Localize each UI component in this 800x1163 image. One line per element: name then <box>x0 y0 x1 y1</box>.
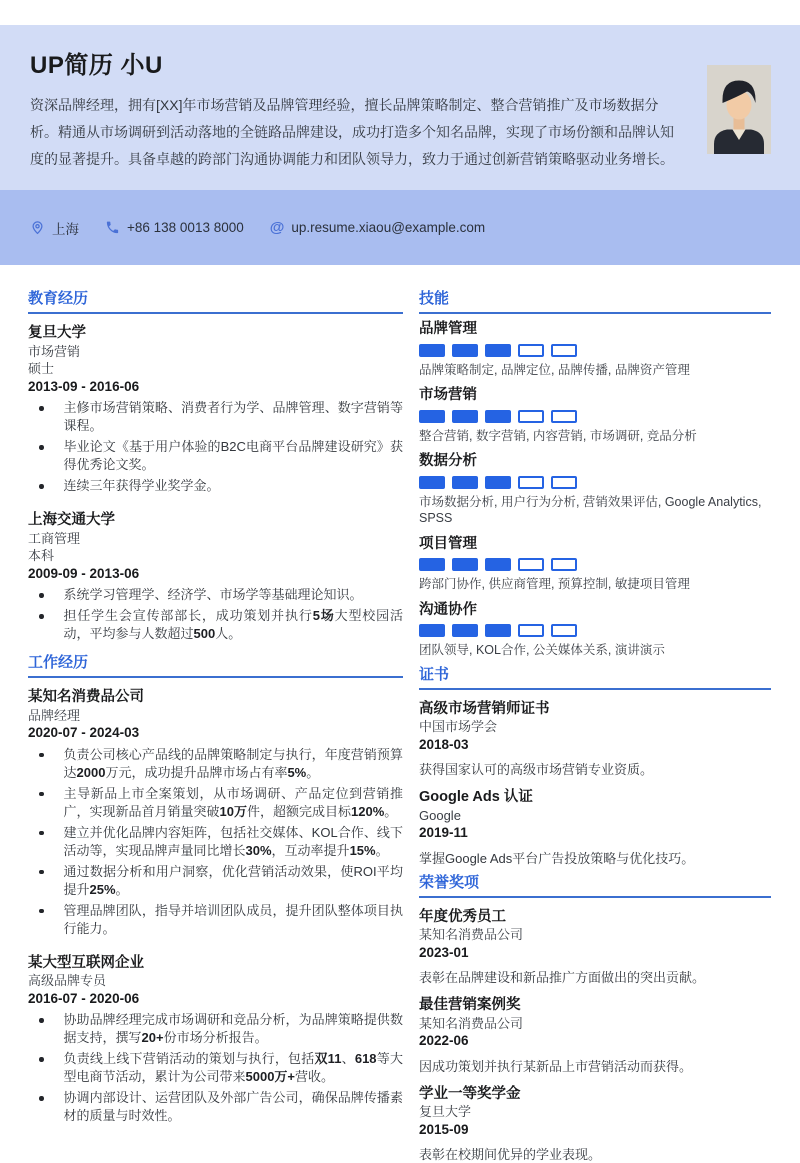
skill-item <box>419 320 771 378</box>
credential-date: 2015-09 <box>419 1121 771 1140</box>
bullet-list <box>28 399 403 495</box>
bullet-dot <box>39 870 44 875</box>
skill-item <box>419 452 771 527</box>
bullet-text: 毕业论文《基于用户体验的B2C电商平台品牌建设研究》获得优秀论文奖。 <box>64 438 404 474</box>
bullet-dot <box>39 1018 44 1023</box>
education-section <box>28 291 403 643</box>
left-column <box>28 291 403 1125</box>
skill-item <box>419 601 771 659</box>
skill-bar-segment-empty <box>518 344 544 357</box>
bullet-dot <box>39 792 44 797</box>
skill-bar-segment-empty <box>551 624 577 637</box>
skill-bar-segment-empty <box>518 410 544 423</box>
work-dates: 2020-07 - 2024-03 <box>28 724 403 743</box>
bullet-item <box>28 607 403 643</box>
job-title: 品牌经理 <box>28 707 403 725</box>
credential-description: 因成功策划并执行某新品上市营销活动而获得。 <box>419 1058 771 1075</box>
work-entry <box>28 954 403 1126</box>
bullet-text: 协调内部设计、运营团队及外部广告公司，确保品牌传播素材的质量与时效性。 <box>64 1089 404 1125</box>
work-entries <box>28 688 403 1125</box>
credential-entry <box>419 908 771 987</box>
skill-bar-segment-filled <box>419 344 445 357</box>
credential-issuer: 某知名消费品公司 <box>419 1015 771 1033</box>
contact-location-text: 上海 <box>52 218 79 238</box>
skill-keywords: 品牌策略制定, 品牌定位, 品牌传播, 品牌资产管理 <box>419 362 771 379</box>
skill-bar-segment-filled <box>485 410 511 423</box>
school-name: 上海交通大学 <box>28 511 403 530</box>
skill-bar-segment-empty <box>518 476 544 489</box>
bullet-dot <box>39 484 44 489</box>
bullet-text: 管理品牌团队，指导并培训团队成员，提升团队整体项目执行能力。 <box>64 902 404 938</box>
skill-keywords: 跨部门协作, 供应商管理, 预算控制, 敏捷项目管理 <box>419 576 771 593</box>
skill-bar-segment-empty <box>551 410 577 423</box>
degree-name: 本科 <box>28 547 403 565</box>
credential-entry <box>419 700 771 779</box>
skill-item <box>419 535 771 593</box>
skill-level-bar <box>419 344 771 357</box>
education-entries <box>28 324 403 643</box>
credential-name: 年度优秀员工 <box>419 908 771 927</box>
section-title-certificates: 证书 <box>419 667 771 690</box>
contact-email <box>270 220 485 235</box>
bullet-text: 主导新品上市全案策划，从市场调研、产品定位到营销推广，实现新品首月销量突破10万件，超额完成目标120%。 <box>64 785 404 821</box>
skill-bar-segment-empty <box>551 476 577 489</box>
section-title-education: 教育经历 <box>28 291 403 314</box>
bullet-text: 协助品牌经理完成市场调研和竞品分析，为品牌策略提供数据支持，撰写20+份市场分析报告。 <box>64 1011 404 1047</box>
skill-level-bar <box>419 476 771 489</box>
bullet-dot <box>39 753 44 758</box>
education-dates: 2013-09 - 2016-06 <box>28 378 403 397</box>
work-section <box>28 655 403 1125</box>
skill-name: 品牌管理 <box>419 320 771 339</box>
skill-keywords: 市场数据分析, 用户行为分析, 营销效果评估, Google Analytics, SPSS <box>419 494 771 527</box>
credential-date: 2018-03 <box>419 736 771 755</box>
credential-description: 表彰在品牌建设和新品推广方面做出的突出贡献。 <box>419 969 771 986</box>
bullet-dot <box>39 909 44 914</box>
credential-entry <box>419 1085 771 1163</box>
skill-bar-segment-filled <box>419 624 445 637</box>
resume-body <box>0 265 800 1163</box>
bullet-item <box>28 785 403 821</box>
company-name: 某知名消费品公司 <box>28 688 403 707</box>
education-dates: 2009-09 - 2013-06 <box>28 565 403 584</box>
skills-section <box>419 291 771 659</box>
skill-bar-segment-filled <box>452 344 478 357</box>
bullet-item <box>28 746 403 782</box>
right-column <box>419 291 771 1163</box>
bullet-list <box>28 586 403 643</box>
skill-bar-segment-filled <box>485 344 511 357</box>
bullet-dot <box>39 593 44 598</box>
credential-date: 2022-06 <box>419 1032 771 1051</box>
skill-bar-segment-filled <box>419 476 445 489</box>
contact-phone-text: +86 138 0013 8000 <box>127 220 244 235</box>
profile-summary: 资深品牌经理，拥有[XX]年市场营销及品牌管理经验，擅长品牌策略制定、整合营销推广及市场数据分析。精通从市场调研到活动落地的全链路品牌建设，成功打造多个知名品牌，实现了市场份额和品牌认知度的显著提升。具备卓越的跨部门沟通协调能力和团队领导力，致力于通过创新营销策略驱动业务增长。 <box>30 92 682 173</box>
portrait-illustration <box>707 65 771 154</box>
credential-name: 高级市场营销师证书 <box>419 700 771 719</box>
skill-bar-segment-empty <box>551 344 577 357</box>
skill-bar-segment-filled <box>485 476 511 489</box>
company-name: 某大型互联网企业 <box>28 954 403 973</box>
contact-phone <box>105 220 244 235</box>
credential-name: 学业一等奖学金 <box>419 1085 771 1104</box>
location-pin-icon <box>30 220 45 235</box>
bullet-text: 负责公司核心产品线的品牌策略制定与执行，年度营销预算达2000万元，成功提升品牌市场占有率5%。 <box>64 746 404 782</box>
credential-issuer: 中国市场学会 <box>419 718 771 736</box>
resume-header <box>0 25 800 190</box>
skill-list <box>419 320 771 659</box>
education-entry <box>28 511 403 643</box>
job-title: 高级品牌专员 <box>28 972 403 990</box>
skill-name: 项目管理 <box>419 535 771 554</box>
bullet-dot <box>39 1057 44 1062</box>
skill-name: 数据分析 <box>419 452 771 471</box>
work-entry <box>28 688 403 938</box>
contact-email-text: up.resume.xiaou@example.com <box>291 220 485 235</box>
section-title-work: 工作经历 <box>28 655 403 678</box>
award-entries <box>419 908 771 1163</box>
major-name: 工商管理 <box>28 530 403 548</box>
skill-level-bar <box>419 624 771 637</box>
bullet-dot <box>39 831 44 836</box>
bullet-text: 担任学生会宣传部部长，成功策划并执行5场大型校园活动，平均参与人数超过500人。 <box>64 607 404 643</box>
skill-level-bar <box>419 410 771 423</box>
major-name: 市场营销 <box>28 343 403 361</box>
skill-bar-segment-filled <box>452 558 478 571</box>
skill-bar-segment-empty <box>551 558 577 571</box>
skill-bar-segment-filled <box>452 476 478 489</box>
skill-bar-segment-filled <box>419 410 445 423</box>
skill-level-bar <box>419 558 771 571</box>
credential-issuer: Google <box>419 807 771 825</box>
bullet-item <box>28 1050 403 1086</box>
profile-photo <box>707 65 771 154</box>
skill-keywords: 整合营销, 数字营销, 内容营销, 市场调研, 竞品分析 <box>419 428 771 445</box>
bullet-item <box>28 863 403 899</box>
education-entry <box>28 324 403 495</box>
credential-issuer: 复旦大学 <box>419 1103 771 1121</box>
contact-bar <box>0 190 800 265</box>
credential-description: 表彰在校期间优异的学业表现。 <box>419 1146 771 1163</box>
certificates-section <box>419 667 771 867</box>
skill-bar-segment-filled <box>452 410 478 423</box>
candidate-name: UP简历 小U <box>30 53 770 79</box>
bullet-text: 通过数据分析和用户洞察，优化营销活动效果，使ROI平均提升25%。 <box>64 863 404 899</box>
bullet-text: 负责线上线下营销活动的策划与执行，包括双11、618等大型电商节活动，累计为公司带来5000万+营收。 <box>64 1050 404 1086</box>
school-name: 复旦大学 <box>28 324 403 343</box>
bullet-text: 建立并优化品牌内容矩阵，包括社交媒体、KOL合作、线下活动等，实现品牌声量同比增长30%，互动率提升15%。 <box>64 824 404 860</box>
bullet-list <box>28 1011 403 1125</box>
skill-name: 沟通协作 <box>419 601 771 620</box>
skill-item <box>419 386 771 444</box>
credential-date: 2019-11 <box>419 824 771 843</box>
skill-keywords: 团队领导, KOL合作, 公关媒体关系, 演讲演示 <box>419 642 771 659</box>
bullet-item <box>28 1089 403 1125</box>
section-title-awards: 荣誉奖项 <box>419 875 771 898</box>
bullet-text: 主修市场营销策略、消费者行为学、品牌管理、数字营销等课程。 <box>64 399 404 435</box>
skill-name: 市场营销 <box>419 386 771 405</box>
skill-bar-segment-empty <box>518 624 544 637</box>
credential-description: 获得国家认可的高级市场营销专业资质。 <box>419 761 771 778</box>
bullet-text: 连续三年获得学业奖学金。 <box>64 477 404 495</box>
skill-bar-segment-filled <box>485 558 511 571</box>
credential-description: 掌握Google Ads平台广告投放策略与优化技巧。 <box>419 850 771 867</box>
degree-name: 硕士 <box>28 360 403 378</box>
certificate-entries <box>419 700 771 867</box>
at-sign-icon: @ <box>270 220 285 235</box>
work-dates: 2016-07 - 2020-06 <box>28 990 403 1009</box>
skill-bar-segment-filled <box>485 624 511 637</box>
contact-location <box>30 218 79 238</box>
bullet-item <box>28 824 403 860</box>
bullet-dot <box>39 614 44 619</box>
bullet-dot <box>39 445 44 450</box>
bullet-list <box>28 746 403 938</box>
bullet-dot <box>39 406 44 411</box>
bullet-dot <box>39 1096 44 1101</box>
credential-entry <box>419 996 771 1075</box>
bullet-item <box>28 438 403 474</box>
bullet-item <box>28 399 403 435</box>
bullet-item <box>28 586 403 604</box>
bullet-item <box>28 477 403 495</box>
skill-bar-segment-filled <box>419 558 445 571</box>
awards-section <box>419 875 771 1163</box>
section-title-skills: 技能 <box>419 291 771 314</box>
bullet-text: 系统学习管理学、经济学、市场学等基础理论知识。 <box>64 586 404 604</box>
credential-name: 最佳营销案例奖 <box>419 996 771 1015</box>
skill-bar-segment-empty <box>518 558 544 571</box>
credential-issuer: 某知名消费品公司 <box>419 926 771 944</box>
credential-name: Google Ads 认证 <box>419 788 771 807</box>
phone-icon <box>105 220 120 235</box>
skill-bar-segment-filled <box>452 624 478 637</box>
credential-entry <box>419 788 771 867</box>
bullet-item <box>28 902 403 938</box>
bullet-item <box>28 1011 403 1047</box>
credential-date: 2023-01 <box>419 944 771 963</box>
